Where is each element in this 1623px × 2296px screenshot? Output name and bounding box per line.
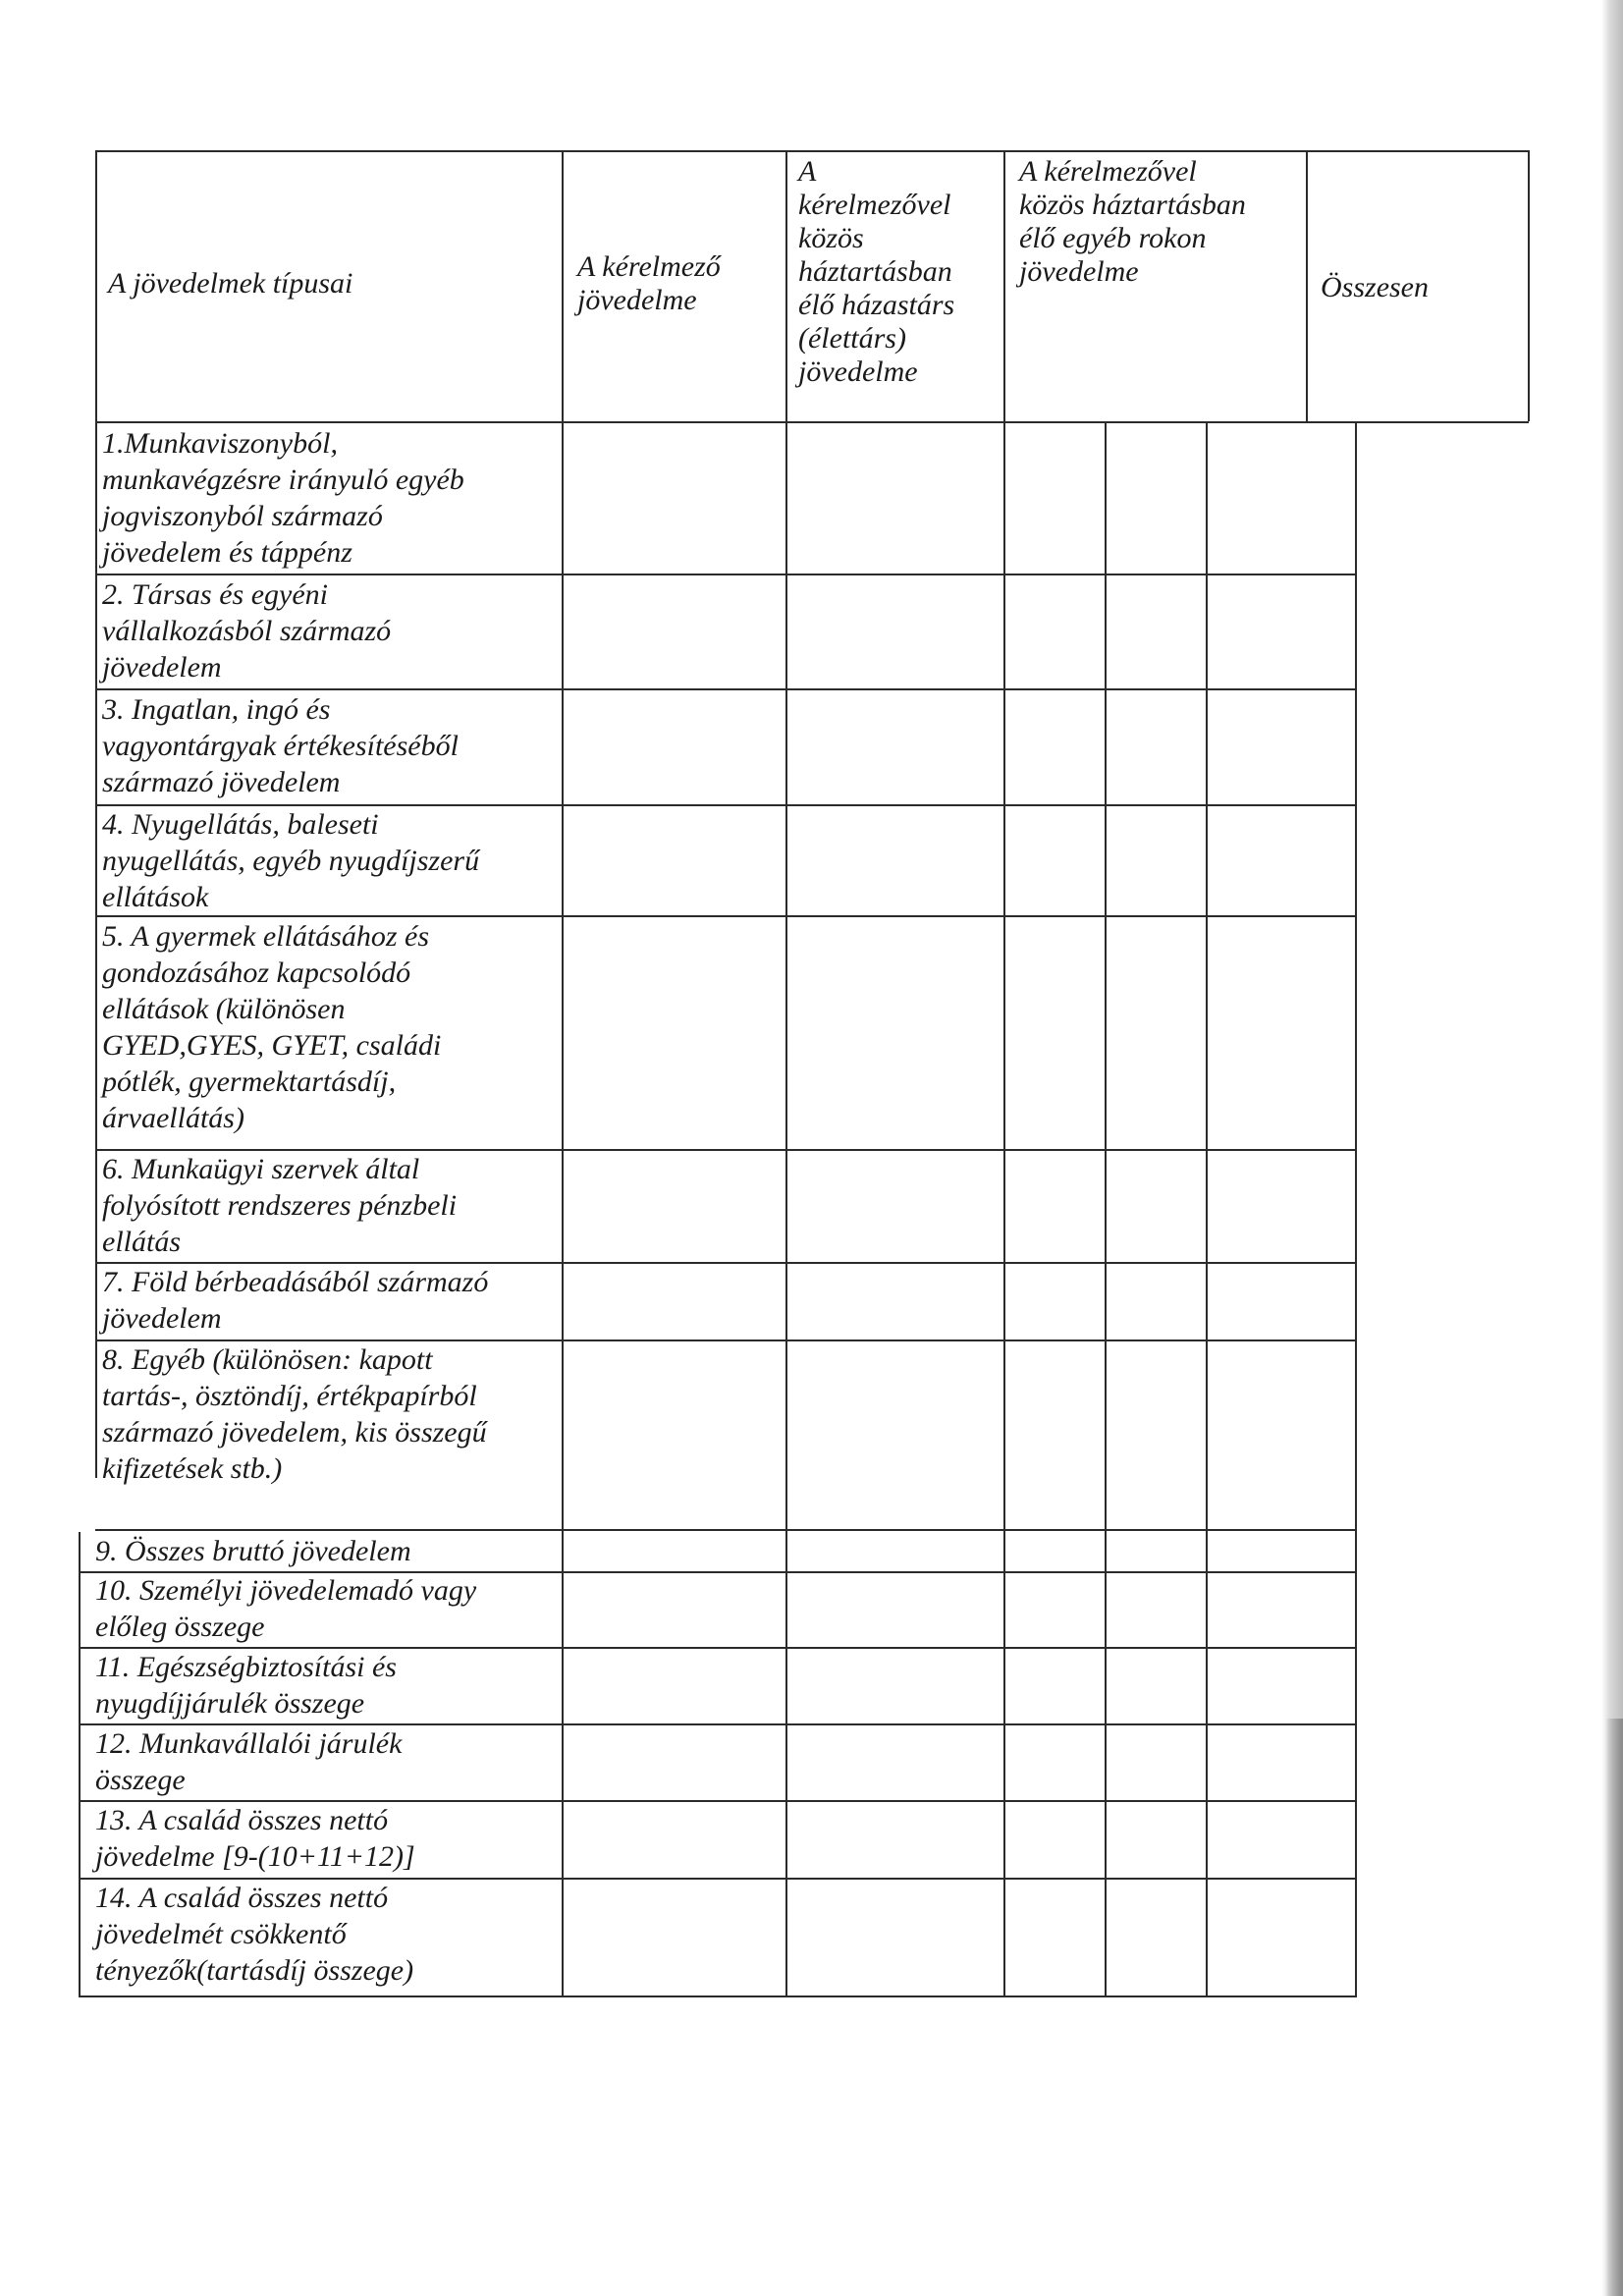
row-label-12: 12. Munkavállalói járulék összege xyxy=(95,1727,403,1796)
row-line-4 xyxy=(95,915,1357,917)
col-divider-3 xyxy=(1003,150,1005,1995)
col-divider-right-lower xyxy=(1355,421,1357,1995)
row-line-2 xyxy=(95,688,1357,690)
row-label-2: 2. Társas és egyéni vállalkozásból származó jövedelem xyxy=(102,578,392,683)
header-applicant-income: A kérelmező jövedelme xyxy=(577,250,721,316)
col-divider-right xyxy=(1528,150,1530,421)
row-label-13: 13. A család összes nettó jövedelme [9-(10+11+12)] xyxy=(95,1804,415,1873)
header-relative-income: A kérelmezővel közös háztartásban élő egyéb rokon jövedelme xyxy=(1019,155,1246,288)
header-spouse-income: A kérelmezővel közös háztartásban élő házastárs (élettárs) jövedelme xyxy=(798,155,955,388)
row-line-1 xyxy=(95,574,1357,575)
row-label-8: 8. Egyéb (különösen: kapott tartás-, ösztöndíj, értékpapírból származó jövedelem, kis összegű kifizetések stb.) xyxy=(102,1343,487,1485)
col-divider-4 xyxy=(1306,150,1308,421)
row-label-4: 4. Nyugellátás, baleseti nyugellátás, egyéb nyugdíjszerű ellátások xyxy=(102,808,480,913)
header-total: Összesen xyxy=(1321,271,1429,303)
row-label-1: 1.Munkaviszonyból, munkavégzésre irányuló egyéb jogviszonyból származó jövedelem és táppénz xyxy=(102,427,464,569)
row-label-5: 5. A gyermek ellátásához és gondozásához kapcsolódó ellátások (különösen GYED,GYES, GYET, családi pótlék, gyermektartásdíj, árvaellátás) xyxy=(102,920,442,1134)
row-line-header xyxy=(95,421,1529,423)
row-label-10: 10. Személyi jövedelemadó vagy előleg összege xyxy=(95,1574,477,1643)
table-top-border xyxy=(95,150,1529,152)
header-income-types: A jövedelmek típusai xyxy=(108,267,353,300)
row-label-7: 7. Föld bérbeadásából származó jövedelem xyxy=(102,1266,489,1335)
col-divider-1 xyxy=(562,150,564,1995)
table-bottom-border xyxy=(79,1995,1357,1997)
row-label-6: 6. Munkaügyi szervek által folyósított rendszeres pénzbeli ellátás xyxy=(102,1153,458,1258)
row-label-11: 11. Egészségbiztosítási és nyugdíjjárulék összege xyxy=(95,1651,397,1720)
row-label-9: 9. Összes bruttó jövedelem xyxy=(95,1535,411,1567)
row-label-3: 3. Ingatlan, ingó és vagyontárgyak értékesítéséből származó jövedelem xyxy=(102,693,459,798)
sub-col-a xyxy=(1105,421,1107,1995)
row-label-14: 14. A család összes nettó jövedelmét csökkentő tényezők(tartásdíj összege) xyxy=(95,1882,414,1987)
scan-edge-shadow-dark xyxy=(1605,1719,1623,2296)
row-line-8 xyxy=(95,1529,1357,1531)
table-left-border xyxy=(95,150,97,1478)
col-divider-2 xyxy=(785,150,787,1995)
table-left-border-lower xyxy=(79,1532,81,1995)
sub-col-b xyxy=(1206,421,1208,1995)
